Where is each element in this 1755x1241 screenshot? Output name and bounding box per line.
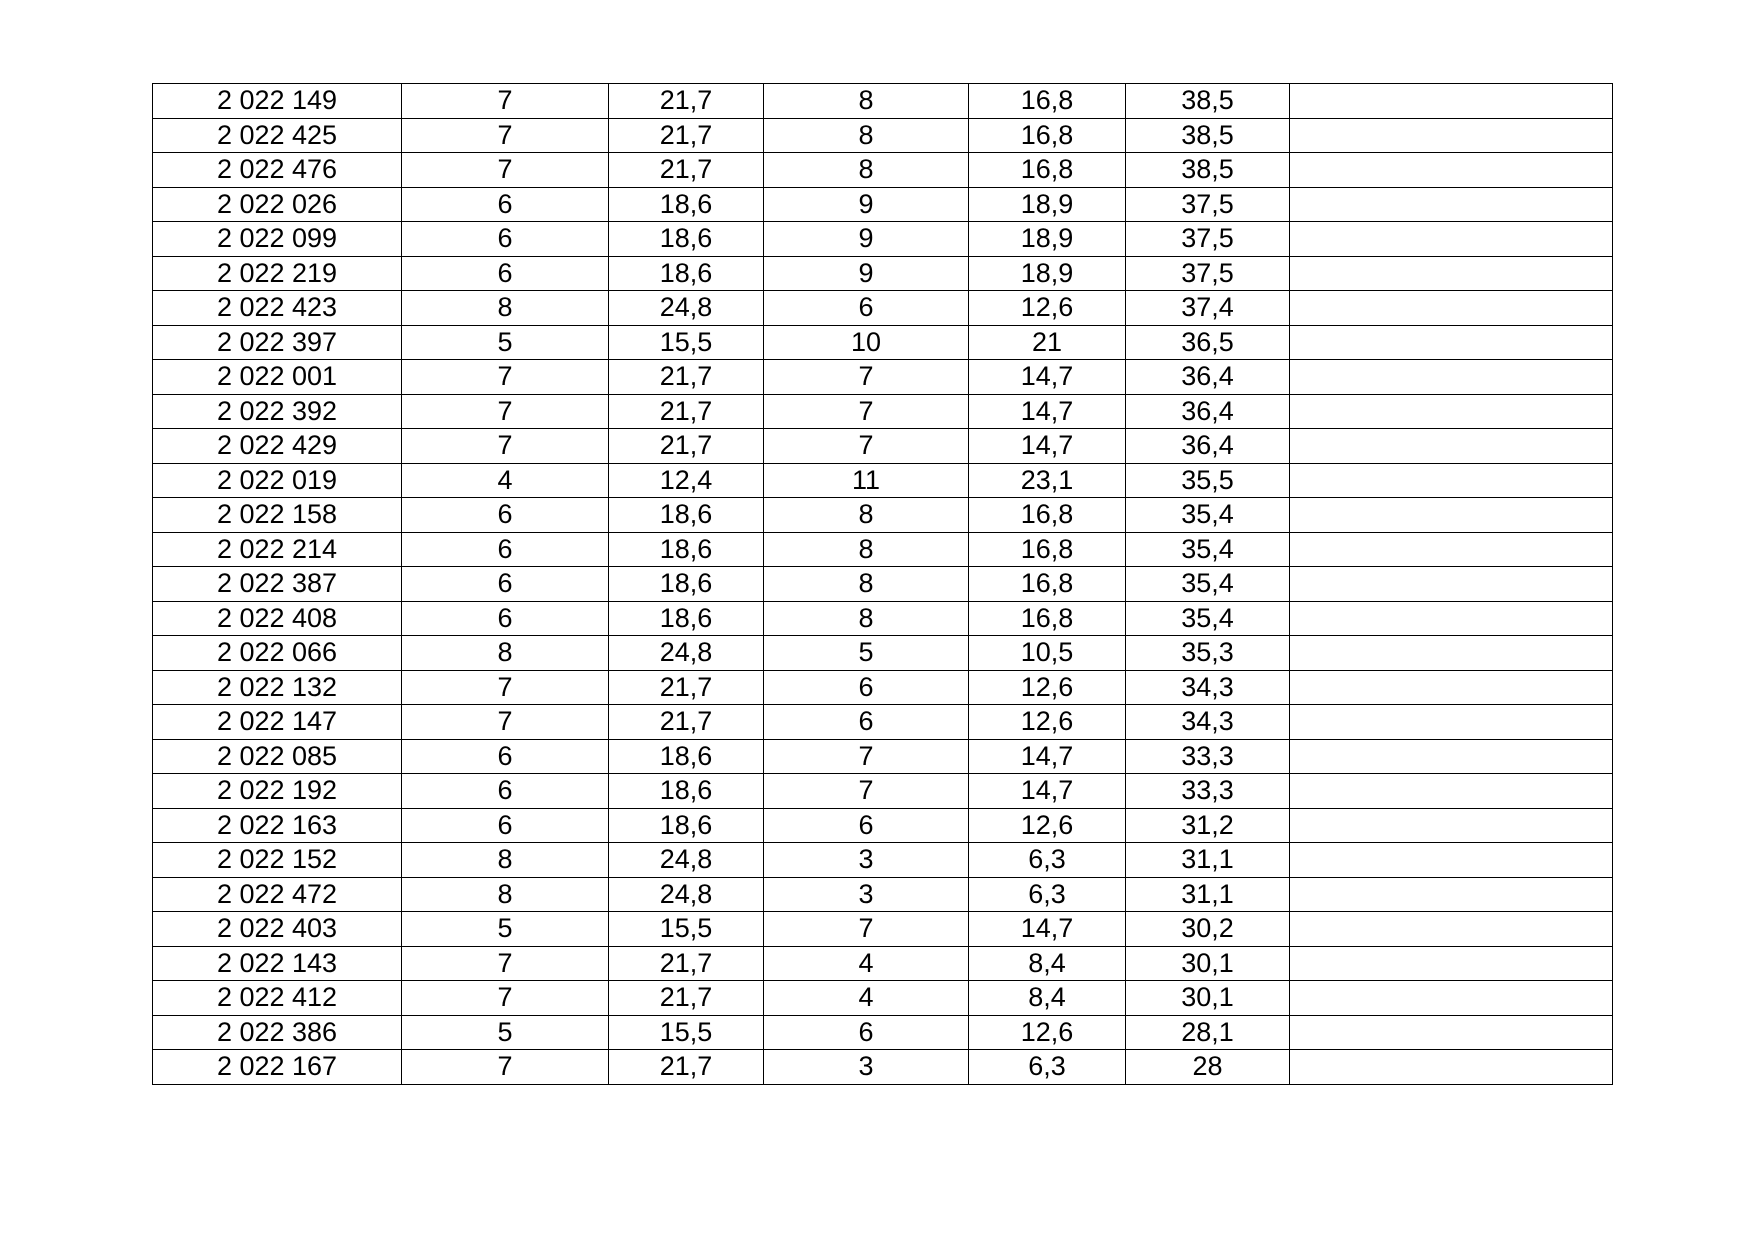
notes-cell — [1290, 843, 1613, 878]
count-b-cell: 6 — [764, 291, 969, 326]
count-b-cell: 7 — [764, 360, 969, 395]
score-b-cell: 14,7 — [969, 739, 1126, 774]
score-a-cell: 21,7 — [609, 394, 764, 429]
score-b-cell: 12,6 — [969, 670, 1126, 705]
score-b-cell: 18,9 — [969, 256, 1126, 291]
id-cell: 2 022 392 — [153, 394, 402, 429]
score-b-cell: 23,1 — [969, 463, 1126, 498]
score-b-cell: 8,4 — [969, 946, 1126, 981]
notes-cell — [1290, 532, 1613, 567]
count-a-cell: 6 — [402, 808, 609, 843]
score-a-cell: 21,7 — [609, 153, 764, 188]
table-row — [153, 325, 1613, 360]
table-row — [153, 222, 1613, 257]
count-a-cell: 7 — [402, 394, 609, 429]
count-a-cell: 6 — [402, 774, 609, 809]
count-a-cell: 7 — [402, 981, 609, 1016]
score-b-cell: 12,6 — [969, 705, 1126, 740]
total-cell: 35,5 — [1126, 463, 1290, 498]
total-cell: 35,4 — [1126, 498, 1290, 533]
score-a-cell: 21,7 — [609, 118, 764, 153]
notes-cell — [1290, 256, 1613, 291]
score-b-cell: 12,6 — [969, 1015, 1126, 1050]
notes-cell — [1290, 222, 1613, 257]
score-a-cell: 18,6 — [609, 256, 764, 291]
count-a-cell: 7 — [402, 946, 609, 981]
count-b-cell: 6 — [764, 808, 969, 843]
score-a-cell: 18,6 — [609, 187, 764, 222]
score-b-cell: 12,6 — [969, 291, 1126, 326]
count-b-cell: 9 — [764, 256, 969, 291]
table-row — [153, 532, 1613, 567]
table-row — [153, 394, 1613, 429]
id-cell: 2 022 143 — [153, 946, 402, 981]
notes-cell — [1290, 808, 1613, 843]
table-row — [153, 291, 1613, 326]
notes-cell — [1290, 291, 1613, 326]
total-cell: 38,5 — [1126, 153, 1290, 188]
score-b-cell: 21 — [969, 325, 1126, 360]
notes-cell — [1290, 1050, 1613, 1085]
count-b-cell: 8 — [764, 601, 969, 636]
notes-cell — [1290, 1015, 1613, 1050]
count-b-cell: 4 — [764, 981, 969, 1016]
count-a-cell: 6 — [402, 567, 609, 602]
score-a-cell: 18,6 — [609, 532, 764, 567]
score-a-cell: 24,8 — [609, 843, 764, 878]
total-cell: 37,5 — [1126, 256, 1290, 291]
table-row — [153, 739, 1613, 774]
id-cell: 2 022 192 — [153, 774, 402, 809]
score-a-cell: 18,6 — [609, 739, 764, 774]
table-row — [153, 912, 1613, 947]
total-cell: 37,5 — [1126, 222, 1290, 257]
total-cell: 28 — [1126, 1050, 1290, 1085]
score-a-cell: 18,6 — [609, 567, 764, 602]
count-b-cell: 3 — [764, 1050, 969, 1085]
table-row — [153, 705, 1613, 740]
total-cell: 35,4 — [1126, 532, 1290, 567]
notes-cell — [1290, 118, 1613, 153]
count-b-cell: 3 — [764, 877, 969, 912]
table-row — [153, 84, 1613, 119]
id-cell: 2 022 429 — [153, 429, 402, 464]
id-cell: 2 022 147 — [153, 705, 402, 740]
id-cell: 2 022 387 — [153, 567, 402, 602]
count-a-cell: 5 — [402, 912, 609, 947]
score-b-cell: 18,9 — [969, 187, 1126, 222]
count-b-cell: 6 — [764, 670, 969, 705]
id-cell: 2 022 158 — [153, 498, 402, 533]
total-cell: 37,4 — [1126, 291, 1290, 326]
table-row — [153, 843, 1613, 878]
score-b-cell: 16,8 — [969, 498, 1126, 533]
count-b-cell: 3 — [764, 843, 969, 878]
notes-cell — [1290, 912, 1613, 947]
table-row — [153, 808, 1613, 843]
score-a-cell: 24,8 — [609, 291, 764, 326]
count-a-cell: 8 — [402, 291, 609, 326]
notes-cell — [1290, 981, 1613, 1016]
count-a-cell: 8 — [402, 843, 609, 878]
score-a-cell: 24,8 — [609, 636, 764, 671]
score-a-cell: 21,7 — [609, 360, 764, 395]
count-a-cell: 8 — [402, 877, 609, 912]
score-a-cell: 15,5 — [609, 1015, 764, 1050]
count-b-cell: 9 — [764, 187, 969, 222]
count-a-cell: 4 — [402, 463, 609, 498]
total-cell: 30,1 — [1126, 981, 1290, 1016]
score-a-cell: 21,7 — [609, 705, 764, 740]
count-a-cell: 5 — [402, 325, 609, 360]
score-a-cell: 15,5 — [609, 325, 764, 360]
notes-cell — [1290, 394, 1613, 429]
score-a-cell: 21,7 — [609, 1050, 764, 1085]
score-b-cell: 14,7 — [969, 774, 1126, 809]
count-b-cell: 7 — [764, 912, 969, 947]
score-b-cell: 16,8 — [969, 601, 1126, 636]
notes-cell — [1290, 670, 1613, 705]
notes-cell — [1290, 739, 1613, 774]
id-cell: 2 022 019 — [153, 463, 402, 498]
total-cell: 30,2 — [1126, 912, 1290, 947]
score-b-cell: 14,7 — [969, 429, 1126, 464]
notes-cell — [1290, 463, 1613, 498]
score-b-cell: 16,8 — [969, 118, 1126, 153]
id-cell: 2 022 214 — [153, 532, 402, 567]
count-a-cell: 7 — [402, 1050, 609, 1085]
total-cell: 28,1 — [1126, 1015, 1290, 1050]
count-b-cell: 5 — [764, 636, 969, 671]
table-row — [153, 601, 1613, 636]
total-cell: 36,4 — [1126, 429, 1290, 464]
count-a-cell: 7 — [402, 118, 609, 153]
score-a-cell: 21,7 — [609, 670, 764, 705]
count-b-cell: 9 — [764, 222, 969, 257]
count-a-cell: 5 — [402, 1015, 609, 1050]
total-cell: 31,1 — [1126, 843, 1290, 878]
count-b-cell: 6 — [764, 1015, 969, 1050]
score-b-cell: 16,8 — [969, 84, 1126, 119]
table-row — [153, 567, 1613, 602]
score-b-cell: 12,6 — [969, 808, 1126, 843]
table-row — [153, 463, 1613, 498]
count-b-cell: 6 — [764, 705, 969, 740]
score-a-cell: 24,8 — [609, 877, 764, 912]
id-cell: 2 022 132 — [153, 670, 402, 705]
count-b-cell: 7 — [764, 429, 969, 464]
total-cell: 38,5 — [1126, 118, 1290, 153]
table-row — [153, 498, 1613, 533]
score-b-cell: 18,9 — [969, 222, 1126, 257]
score-a-cell: 18,6 — [609, 222, 764, 257]
count-a-cell: 7 — [402, 670, 609, 705]
table-row — [153, 636, 1613, 671]
notes-cell — [1290, 360, 1613, 395]
score-a-cell: 21,7 — [609, 429, 764, 464]
notes-cell — [1290, 877, 1613, 912]
table-row — [153, 877, 1613, 912]
count-b-cell: 8 — [764, 532, 969, 567]
score-b-cell: 16,8 — [969, 153, 1126, 188]
score-b-cell: 14,7 — [969, 360, 1126, 395]
count-b-cell: 8 — [764, 84, 969, 119]
table-row — [153, 981, 1613, 1016]
count-a-cell: 6 — [402, 601, 609, 636]
table-row — [153, 256, 1613, 291]
table-body — [153, 84, 1613, 1085]
count-b-cell: 8 — [764, 153, 969, 188]
score-a-cell: 18,6 — [609, 498, 764, 533]
id-cell: 2 022 397 — [153, 325, 402, 360]
score-b-cell: 6,3 — [969, 843, 1126, 878]
table-row — [153, 1015, 1613, 1050]
count-a-cell: 7 — [402, 84, 609, 119]
notes-cell — [1290, 946, 1613, 981]
id-cell: 2 022 001 — [153, 360, 402, 395]
score-b-cell: 14,7 — [969, 394, 1126, 429]
score-a-cell: 18,6 — [609, 774, 764, 809]
total-cell: 35,4 — [1126, 567, 1290, 602]
score-a-cell: 21,7 — [609, 946, 764, 981]
notes-cell — [1290, 429, 1613, 464]
id-cell: 2 022 085 — [153, 739, 402, 774]
total-cell: 36,5 — [1126, 325, 1290, 360]
count-a-cell: 6 — [402, 187, 609, 222]
count-a-cell: 7 — [402, 705, 609, 740]
total-cell: 37,5 — [1126, 187, 1290, 222]
notes-cell — [1290, 187, 1613, 222]
total-cell: 31,1 — [1126, 877, 1290, 912]
count-b-cell: 7 — [764, 394, 969, 429]
table-row — [153, 187, 1613, 222]
table-row — [153, 360, 1613, 395]
id-cell: 2 022 386 — [153, 1015, 402, 1050]
notes-cell — [1290, 325, 1613, 360]
score-b-cell: 8,4 — [969, 981, 1126, 1016]
count-b-cell: 10 — [764, 325, 969, 360]
total-cell: 30,1 — [1126, 946, 1290, 981]
score-b-cell: 10,5 — [969, 636, 1126, 671]
count-b-cell: 8 — [764, 498, 969, 533]
notes-cell — [1290, 774, 1613, 809]
notes-cell — [1290, 636, 1613, 671]
count-a-cell: 7 — [402, 360, 609, 395]
id-cell: 2 022 149 — [153, 84, 402, 119]
table-row — [153, 946, 1613, 981]
total-cell: 35,4 — [1126, 601, 1290, 636]
count-a-cell: 7 — [402, 429, 609, 464]
id-cell: 2 022 425 — [153, 118, 402, 153]
count-a-cell: 6 — [402, 256, 609, 291]
score-a-cell: 18,6 — [609, 601, 764, 636]
count-a-cell: 6 — [402, 222, 609, 257]
count-b-cell: 4 — [764, 946, 969, 981]
score-b-cell: 6,3 — [969, 1050, 1126, 1085]
score-b-cell: 16,8 — [969, 532, 1126, 567]
id-cell: 2 022 066 — [153, 636, 402, 671]
score-a-cell: 21,7 — [609, 84, 764, 119]
id-cell: 2 022 476 — [153, 153, 402, 188]
count-a-cell: 6 — [402, 739, 609, 774]
id-cell: 2 022 099 — [153, 222, 402, 257]
table-row — [153, 774, 1613, 809]
table-row — [153, 1050, 1613, 1085]
count-a-cell: 7 — [402, 153, 609, 188]
id-cell: 2 022 026 — [153, 187, 402, 222]
total-cell: 34,3 — [1126, 705, 1290, 740]
notes-cell — [1290, 84, 1613, 119]
table-row — [153, 118, 1613, 153]
total-cell: 38,5 — [1126, 84, 1290, 119]
table-row — [153, 670, 1613, 705]
id-cell: 2 022 167 — [153, 1050, 402, 1085]
count-a-cell: 6 — [402, 498, 609, 533]
count-a-cell: 6 — [402, 532, 609, 567]
score-a-cell: 12,4 — [609, 463, 764, 498]
score-a-cell: 21,7 — [609, 981, 764, 1016]
table-row — [153, 153, 1613, 188]
notes-cell — [1290, 601, 1613, 636]
id-cell: 2 022 472 — [153, 877, 402, 912]
total-cell: 36,4 — [1126, 394, 1290, 429]
count-b-cell: 8 — [764, 118, 969, 153]
total-cell: 31,2 — [1126, 808, 1290, 843]
score-b-cell: 14,7 — [969, 912, 1126, 947]
score-a-cell: 15,5 — [609, 912, 764, 947]
score-a-cell: 18,6 — [609, 808, 764, 843]
id-cell: 2 022 412 — [153, 981, 402, 1016]
total-cell: 33,3 — [1126, 739, 1290, 774]
total-cell: 35,3 — [1126, 636, 1290, 671]
total-cell: 36,4 — [1126, 360, 1290, 395]
total-cell: 34,3 — [1126, 670, 1290, 705]
notes-cell — [1290, 498, 1613, 533]
count-b-cell: 8 — [764, 567, 969, 602]
count-b-cell: 7 — [764, 774, 969, 809]
notes-cell — [1290, 153, 1613, 188]
id-cell: 2 022 403 — [153, 912, 402, 947]
score-b-cell: 16,8 — [969, 567, 1126, 602]
notes-cell — [1290, 567, 1613, 602]
count-b-cell: 11 — [764, 463, 969, 498]
score-b-cell: 6,3 — [969, 877, 1126, 912]
id-cell: 2 022 163 — [153, 808, 402, 843]
notes-cell — [1290, 705, 1613, 740]
count-b-cell: 7 — [764, 739, 969, 774]
id-cell: 2 022 152 — [153, 843, 402, 878]
count-a-cell: 8 — [402, 636, 609, 671]
results-table — [152, 83, 1613, 1085]
id-cell: 2 022 219 — [153, 256, 402, 291]
total-cell: 33,3 — [1126, 774, 1290, 809]
id-cell: 2 022 408 — [153, 601, 402, 636]
table-row — [153, 429, 1613, 464]
id-cell: 2 022 423 — [153, 291, 402, 326]
